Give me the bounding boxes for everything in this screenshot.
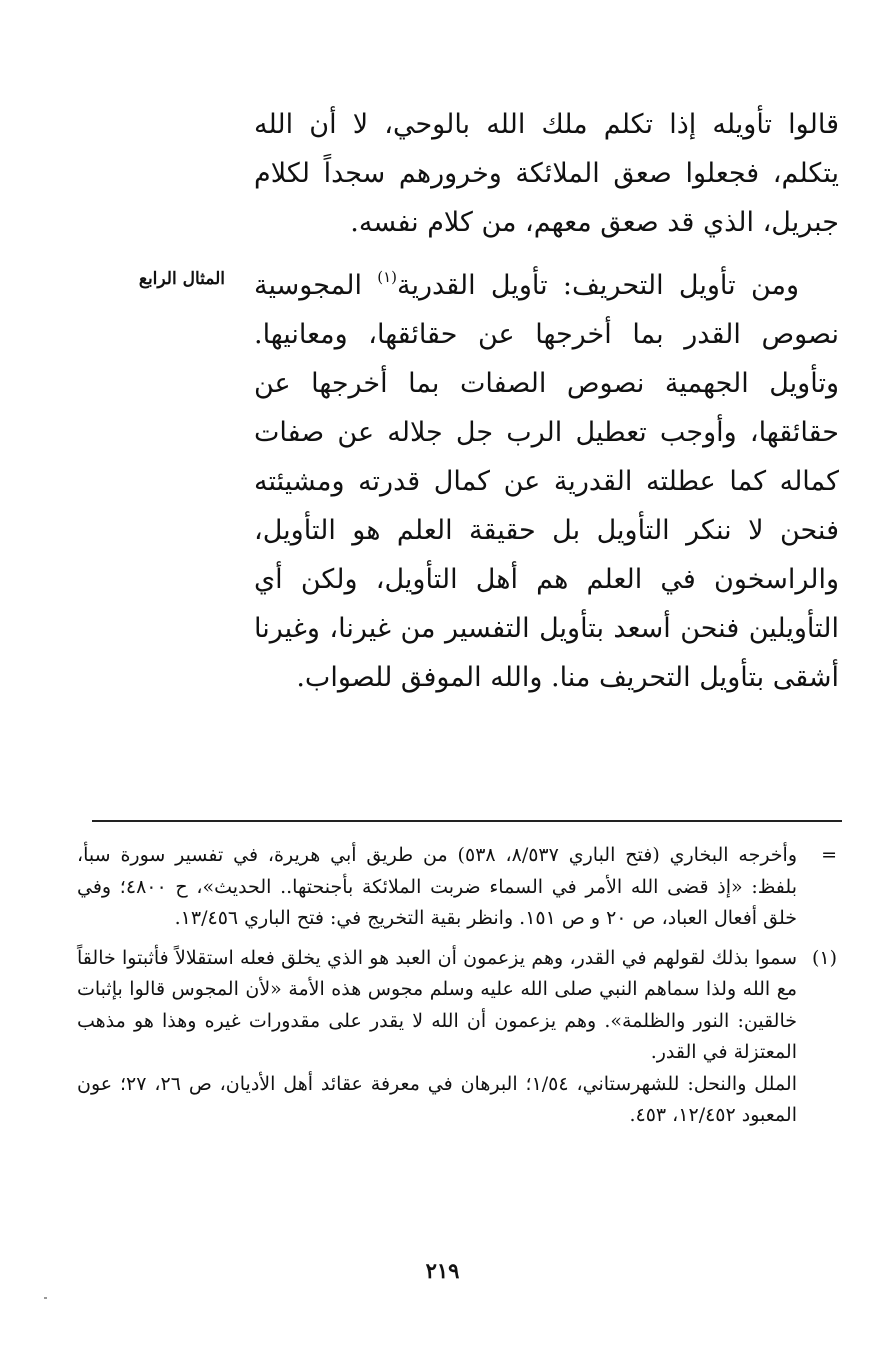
margin-heading: المثال الرابع — [138, 269, 225, 289]
footnote-1-text: سموا بذلك لقولهم في القدر، وهم يزعمون أن العبد هو الذي يخلق فعله استقلالاً فأثبتوا خالقاً مع الله ولذا سماهم النبي صلى الله عليه وسلم مجوس هذه الأمة «لأن المجوس قالوا بإثبات خالقين: النور والظلمة». وهم يزعمون أن الله لا يقدر على مقدورات غيره وهذا هو مذهب المعتزلة في القدر. — [77, 946, 797, 1063]
footnotes — [77, 840, 837, 1132]
paragraph-2-rest: المجوسية نصوص القدر بما أخرجها عن حقائقها، ومعانيها. وتأويل الجهمية نصوص الصفات بما أخرجها عن حقائقها، وأوجب تعطيل الرب جل جلاله عن صفات كماله كما عطلته القدرية عن كمال قدرته ومشيئته فنحن لا ننكر التأويل بل حقيقة العلم هو التأويل، والراسخون في العلم هم أهل التأويل، ولكن أي التأويلين فنحن أسعد بتأويل التفسير من غيرنا، وغيرنا أشقى بتأويل التحريف منا. والله الموفق للصواب. — [254, 270, 839, 693]
continuation-mark: = — [821, 844, 837, 866]
scan-speck — [44, 1297, 47, 1299]
footnote-continued-text: وأخرجه البخاري (فتح الباري ٨/٥٣٧، ٥٣٨) من طريق أبي هريرة، في تفسير سورة سبأ، بلفظ: «إذ قضى الله الأمر في السماء ضربت الملائكة بأجنحتها.. الحديث»، ح ٤٨٠٠؛ وفي خلق أفعال العباد، ص ٢٠ و ص ١٥١. وانظر بقية التخريج في: فتح الباري ١٣/٤٥٦. — [77, 844, 798, 929]
paragraph-2-start: ومن تأويل التحريف: تأويل القدرية — [397, 270, 799, 301]
footnote-1-number: (١) — [811, 946, 837, 969]
footnote-continued — [77, 840, 837, 935]
paragraph-2 — [254, 261, 839, 702]
footnote-ref-1[interactable]: (١) — [377, 268, 398, 286]
main-text — [254, 100, 839, 702]
footnote-separator — [92, 820, 842, 822]
footnote-1 — [77, 943, 837, 1069]
page-number: ٢١٩ — [425, 1258, 460, 1283]
paragraph-1: قالوا تأويله إذا تكلم ملك الله بالوحي، لا أن الله يتكلم، فجعلوا صعق الملائكة وخرورهم سجداً لكلام جبريل، الذي قد صعق معهم، من كلام نفسه. — [254, 109, 839, 238]
footnote-1-references: الملل والنحل: للشهرستاني، ١/٥٤؛ البرهان في معرفة عقائد أهل الأديان، ص ٢٦، ٢٧؛ عون المعبود ١٢/٤٥٢، ٤٥٣. — [77, 1072, 798, 1126]
